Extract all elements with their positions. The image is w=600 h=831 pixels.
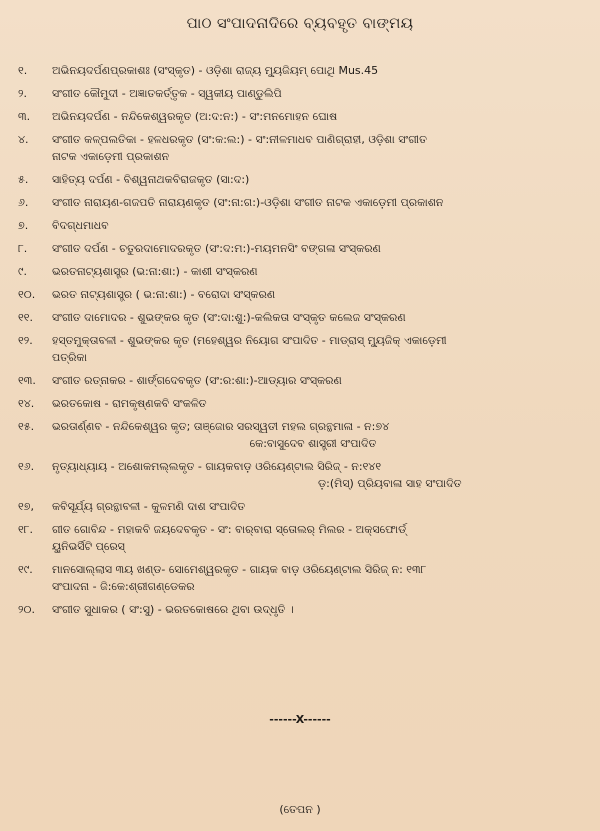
reference-line: ସଂଗୀତ ଦର୍ପଣ - ଚତୁରଦାମୋଦରକୃତ (ସଂ:ଦ:ମ:)-ମୟମନସିଂ ବଙ୍ଗଳା ସଂସ୍କରଣ xyxy=(52,242,381,255)
reference-number: ୧୫. xyxy=(18,420,35,433)
reference-item xyxy=(18,496,584,519)
reference-item xyxy=(18,60,584,83)
reference-number: ୬. xyxy=(18,196,29,209)
reference-number: ୧୮. xyxy=(18,523,33,536)
reference-text xyxy=(52,458,584,492)
reference-item xyxy=(18,307,584,330)
reference-item xyxy=(18,284,584,307)
reference-text xyxy=(52,217,584,234)
reference-number: ୧୦. xyxy=(18,288,36,301)
reference-number: ୪. xyxy=(18,133,29,146)
reference-item xyxy=(18,330,584,370)
reference-item xyxy=(18,599,584,622)
page-number: (ତେପନ ) xyxy=(279,803,321,816)
reference-item xyxy=(18,169,584,192)
reference-line: ୟୁନିଭର୍ସିଟି ପ୍ରେସ୍ xyxy=(52,540,125,553)
reference-text xyxy=(52,240,584,257)
reference-number: ୫. xyxy=(18,173,29,186)
reference-line: ଭରତକୋଷ - ରାମକୃଷ୍ଣକବି ସଂକଳିତ xyxy=(52,397,207,410)
reference-item xyxy=(18,393,584,416)
reference-number: ୧୩. xyxy=(18,374,36,387)
reference-line: ସଂଗୀତ ନାରାୟଣ-ଗଜପତି ନାରାୟଣକୃତ (ସଂ:ନା:ଗ:)-ଓଡ଼ିଶା ସଂଗୀତ ନାଟକ ଏକାଡ଼େମୀ ପ୍ରକାଶନ xyxy=(52,196,444,209)
reference-text xyxy=(52,171,584,188)
reference-item xyxy=(18,559,584,599)
reference-list xyxy=(18,60,584,622)
reference-line: ନାଟକ ଏକାଡ଼େମୀ ପ୍ରକାଶନ xyxy=(52,150,170,163)
reference-text xyxy=(52,62,584,79)
reference-item xyxy=(18,416,584,456)
reference-line: କବିସୂର୍ଯ୍ୟ ଗ୍ରନ୍ଥାବଳୀ - କୁଳମଣି ଦାଶ ସଂପାଦିତ xyxy=(52,500,246,513)
reference-number: ୩. xyxy=(18,110,31,123)
reference-line: ଭରତନାଟ୍ୟଶାସ୍ତ୍ର (ଭ:ନା:ଶା:) - କାଶୀ ସଂସ୍କରଣ xyxy=(52,265,258,278)
reference-item xyxy=(18,129,584,169)
reference-number: ୭. xyxy=(18,219,29,232)
reference-item xyxy=(18,261,584,284)
reference-item xyxy=(18,456,584,496)
reference-line: ଗୀତ ଗୋବିନ୍ଦ - ମହାକବି ଜୟଦେବକୃତ - ସଂ: ବାର୍‌ବାରା ସ୍ତୋଲର୍ ମିଲର - ଅକ୍ସଫୋର୍ଡ୍ xyxy=(52,523,407,536)
reference-line: ପତ୍ରିକା xyxy=(52,351,88,364)
reference-line: ସଂଗୀତ ଦାମୋଦର - ଶୁଭଙ୍କର କୃତ (ସଂ:ଦା:ଶୁ:)-କଲିକତା ସଂସ୍କୃତ କଲେଜ ସଂସ୍କରଣ xyxy=(52,311,406,324)
reference-line: ସାହିତ୍ୟ ଦର୍ପଣ - ବିଶ୍ୱନାଥକବିରାଜକୃତ (ସା:ଦ:) xyxy=(52,173,250,186)
reference-text xyxy=(52,194,584,211)
page-title: ପାଠ ସଂପାଦନାଦିରେ ବ୍ୟବହୃତ ବାଙ୍ମୟ xyxy=(186,14,414,32)
reference-item xyxy=(18,192,584,215)
reference-text xyxy=(52,263,584,280)
reference-line: ଭରତ ନାଟ୍ୟଶାସ୍ତ୍ର ( ଭ:ନା:ଶା:) - ବରୋଦା ସଂସ୍କରଣ xyxy=(52,288,276,301)
reference-line: ସଂଗୀତ କଳ୍ପଲତିକା - ହଳଧରକୃତ (ସଂ:କ:ଲ:) - ସଂ:ନୀଳମାଧବ ପାଣିଗ୍ରାହୀ, ଓଡ଼ିଶା ସଂଗୀତ xyxy=(52,133,427,146)
reference-text xyxy=(52,418,584,452)
reference-text xyxy=(52,309,584,326)
reference-text xyxy=(52,372,584,389)
reference-line: ଅଭିନୟଦର୍ପଣପ୍ରକାଶଃ (ସଂସ୍କୃତ) - ଓଡ଼ିଶା ରାଜ୍ୟ ମ୍ୟୁଜିୟମ୍ ପୋଥି Mus.45 xyxy=(52,64,379,77)
reference-text xyxy=(52,498,584,515)
reference-text xyxy=(52,85,584,102)
reference-item xyxy=(18,83,584,106)
reference-line: ବିଦଗ୍ଧମାଧବ xyxy=(52,219,109,232)
reference-editor-line: କେ:ବାସୁଦେବ ଶାସ୍ତ୍ରୀ ସଂପାଦିତ xyxy=(249,437,377,450)
reference-text xyxy=(52,395,584,412)
reference-text xyxy=(52,521,584,555)
reference-item xyxy=(18,215,584,238)
reference-line: ଅଭିନୟଦର୍ପଣ - ନନ୍ଦିକେଶ୍ୱରକୃତ (ଅ:ଦ:ନ:) - ସଂ:ମନମୋହନ ଘୋଷ xyxy=(52,110,338,123)
reference-number: ୧୨. xyxy=(18,334,33,347)
reference-item xyxy=(18,370,584,393)
section-separator: ------X------ xyxy=(269,713,331,726)
reference-text xyxy=(52,332,584,366)
reference-number: ୯. xyxy=(18,265,27,278)
reference-item xyxy=(18,519,584,559)
reference-number: ୧୬. xyxy=(18,460,35,473)
reference-number: ୧୭, xyxy=(18,500,34,513)
reference-number: ୨. xyxy=(18,87,27,100)
reference-item xyxy=(18,238,584,261)
reference-item xyxy=(18,106,584,129)
reference-line: ଭରତାର୍ଣ୍ଣବ - ନନ୍ଦିକେଶ୍ୱର କୃତ; ତାଞ୍ଜୋର ସରସ୍ୱତୀ ମହଲ ଗ୍ରନ୍ଥମାଳା - ନ:୭୪ xyxy=(52,420,390,433)
reference-line: ସଂଗୀତ କୌମୁଦୀ - ଅଜ୍ଞାତକର୍ତ୍ତୃକ - ସ୍ୱକୀୟ ପାଣ୍ଡୁଲିପି xyxy=(52,87,282,100)
reference-editor-line: ଡ଼:(ମିସ୍) ପ୍ରିୟବାଳା ସାହ ସଂପାଦିତ xyxy=(318,477,462,490)
reference-number: ୧. xyxy=(18,64,28,77)
reference-text xyxy=(52,131,584,165)
reference-text xyxy=(52,601,584,618)
reference-number: ୨୦. xyxy=(18,603,35,616)
reference-line: ସଂଗୀତ ରତ୍ନାକର - ଶାର୍ଙ୍ଗଦେବକୃତ (ସଂ:ର:ଶା:)-ଆଡ୍ୟାର ସଂସ୍କରଣ xyxy=(52,374,342,387)
reference-line: ସଂଗୀତ ସୁଧାକର ( ସଂ:ସୁ) - ଭରତକୋଷରେ ଥିବା ଉଦ୍ଧୃତି । xyxy=(52,603,294,616)
reference-number: ୧୧. xyxy=(18,311,33,324)
reference-text xyxy=(52,286,584,303)
reference-text xyxy=(52,108,584,125)
reference-line: ମାନସୋଲ୍ଲାସ ୩ୟ ଖଣ୍ଡ- ସୋମେଶ୍ୱରକୃତ - ଗାୟକ ବାଡ଼ ଓରିୟେଣ୍ଟାଲ ସିରିଜ୍ ନ: ୧୩୮ xyxy=(52,563,427,576)
reference-text xyxy=(52,561,584,595)
reference-number: ୧୯. xyxy=(18,563,33,576)
reference-number: ୧୪. xyxy=(18,397,35,410)
reference-line: ନୃତ୍ୟାଧ୍ୟାୟ - ଅଶୋକମଲ୍ଲକୃତ - ଗାୟକବାଡ଼ ଓରିୟେଣ୍ଟାଲ ସିରିଜ୍ - ନ:୧୪୧ xyxy=(52,460,382,473)
reference-line: ହସ୍ତମୁକ୍ତାବଳୀ - ଶୁଭଙ୍କର କୃତ (ମହେଶ୍ୱର ନିୟୋଗ ସଂପାଦିତ - ମାଡ୍ରାସ୍ ମ୍ୟୁଜିକ୍ ଏକାଡ଼େମୀ xyxy=(52,334,447,347)
reference-number: ୮. xyxy=(18,242,28,255)
reference-line: ସଂପାଦନା - ଜି:କେ:ଶ୍ରୀଗଣ୍ଡେକର xyxy=(52,580,195,593)
